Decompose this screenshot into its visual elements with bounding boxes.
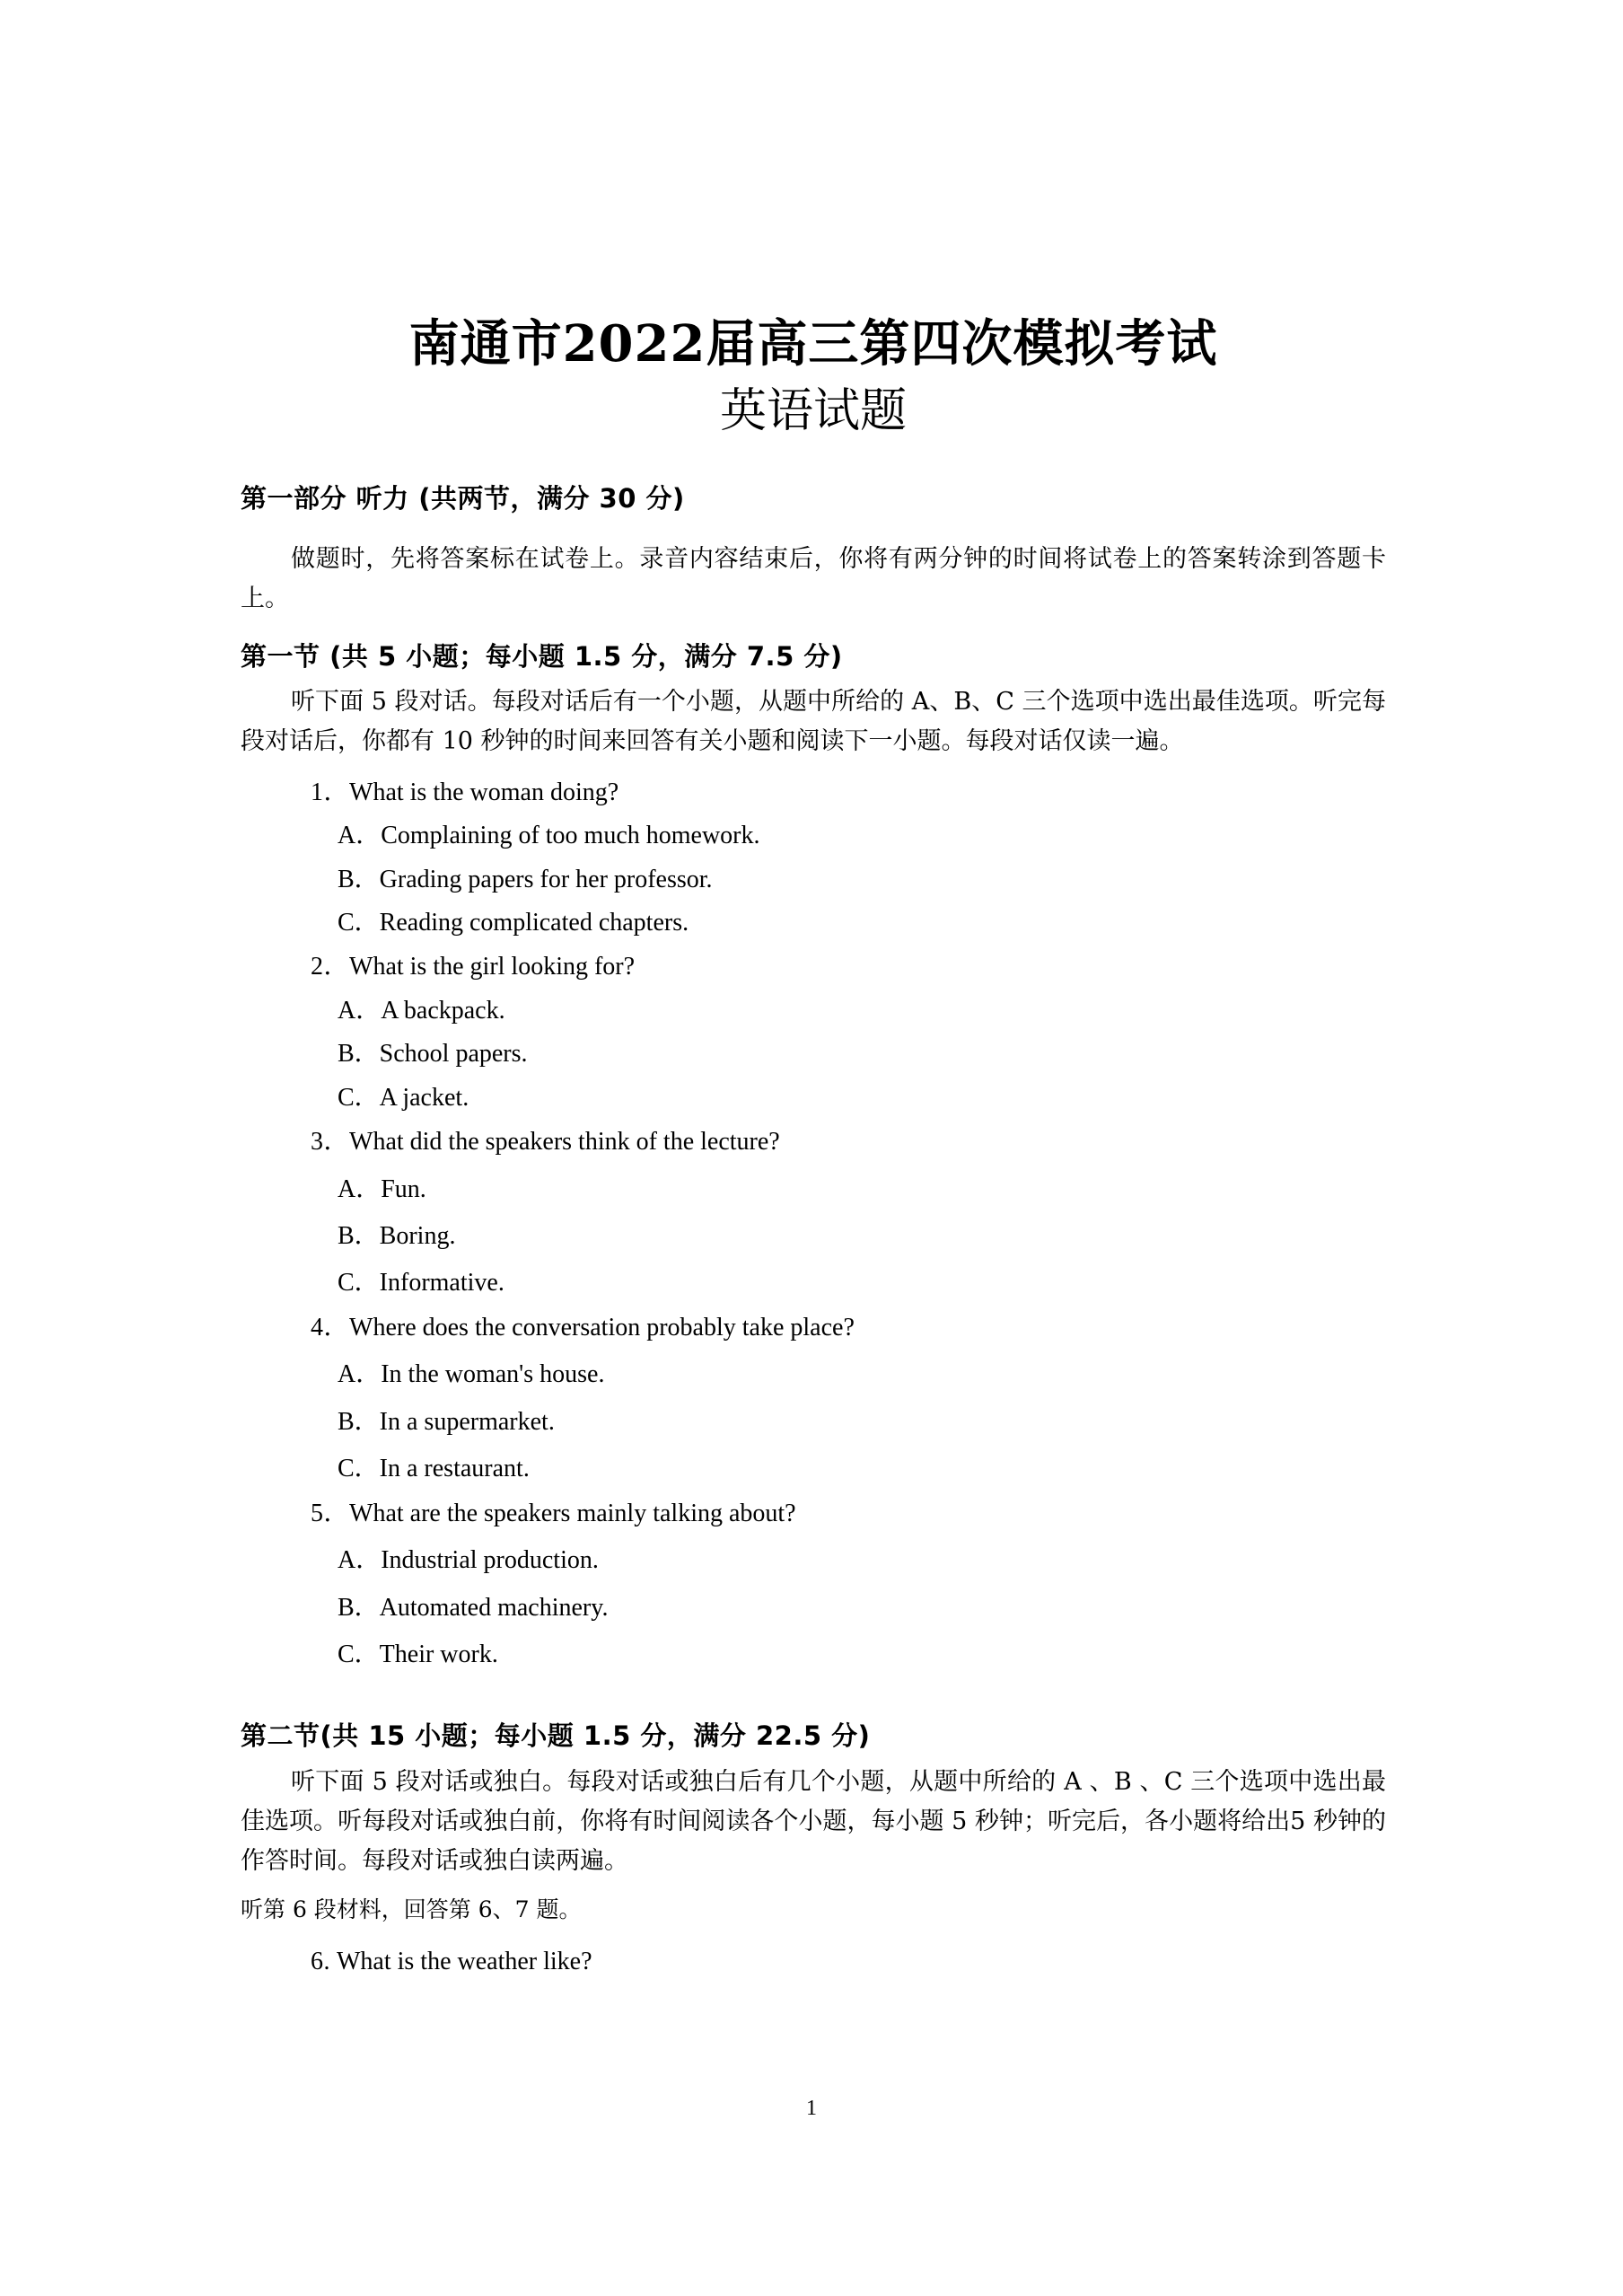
question-number: 1．	[311, 778, 350, 806]
section-one-intro: 听下面 5 段对话。每段对话后有一个小题，从题中所给的 A、B、C 三个选项中选出最佳选项。听完每段对话后，你都有 10 秒钟的时间来回答有关小题和阅读下一小题。每段对话仅读一遍。	[241, 688, 1386, 755]
question-number: 2．	[311, 953, 350, 981]
question-text: Where does the conversation probably take place?	[349, 1313, 855, 1342]
question-text: What are the speakers mainly talking about?	[349, 1499, 796, 1527]
option-b[interactable]: B．Automated machinery.	[338, 1593, 609, 1622]
option-c[interactable]: C．Informative.	[338, 1269, 504, 1298]
question-stem	[241, 1123, 1386, 1160]
question-6	[241, 1943, 1386, 1980]
question-number: 6.	[311, 1947, 330, 1975]
section-one-question-list	[241, 774, 1386, 1674]
question-number: 3．	[311, 1128, 350, 1157]
option-b[interactable]: B．Grading papers for her professor.	[338, 865, 713, 893]
question-2	[241, 948, 1386, 1116]
option-b[interactable]: B．School papers.	[338, 1040, 528, 1069]
question-text: What did the speakers think of the lecture?	[349, 1128, 780, 1157]
option-c[interactable]: C．Their work.	[338, 1640, 498, 1668]
question-text: What is the weather like?	[337, 1947, 592, 1975]
option-c[interactable]: C．Reading complicated chapters.	[338, 908, 689, 937]
section-one-heading: 第一节 (共 5 小题；每小题 1.5 分，满分 7.5 分)	[241, 640, 843, 672]
question-1	[241, 774, 1386, 942]
option-c[interactable]: C．In a restaurant.	[338, 1455, 530, 1483]
option-b[interactable]: B．In a supermarket.	[338, 1407, 555, 1436]
question-stem	[241, 1495, 1386, 1532]
question-4	[241, 1309, 1386, 1488]
part-one-heading: 第一部分 听力 (共两节，满分 30 分)	[241, 483, 685, 515]
section-two-intro: 听下面 5 段对话或独白。每段对话或独白后有几个小题，从题中所给的 A 、B 、C 三个选项中选出最佳选项。听每段对话或独白前，你将有时间阅读各个小题，每小题 5 秒钟；听完后，各小题将给出5 秒钟的作答时间。每段对话或独白读两遍。	[241, 1768, 1386, 1875]
question-number: 4．	[311, 1313, 350, 1342]
question-text: What is the woman doing?	[349, 778, 619, 806]
question-number: 5．	[311, 1499, 350, 1527]
page-number: 1	[806, 2097, 817, 2120]
page-subtitle: 英语试题	[719, 383, 907, 438]
page-title: 南通市2022届高三第四次模拟考试	[408, 314, 1218, 374]
option-b[interactable]: B．Boring.	[338, 1222, 456, 1251]
option-a[interactable]: A．Complaining of too much homework.	[338, 822, 760, 850]
option-c[interactable]: C．A jacket.	[338, 1083, 469, 1112]
question-stem	[241, 774, 1386, 811]
option-a[interactable]: A．Fun.	[338, 1174, 426, 1203]
option-a[interactable]: A．Industrial production.	[338, 1546, 599, 1575]
question-stem	[241, 1309, 1386, 1346]
question-5	[241, 1495, 1386, 1674]
question-stem	[241, 948, 1386, 985]
part-one-intro: 做题时，先将答案标在试卷上。录音内容结束后，你将有两分钟的时间将试卷上的答案转涂到答题卡上。	[241, 545, 1386, 612]
option-a[interactable]: A．In the woman's house.	[338, 1360, 605, 1389]
question-3	[241, 1123, 1386, 1302]
page-content	[241, 0, 1386, 1980]
listening-material-note: 听第 6 段材料，回答第 6、7 题。	[241, 1896, 582, 1923]
option-a[interactable]: A．A backpack.	[338, 996, 505, 1025]
question-text: What is the girl looking for?	[349, 953, 636, 981]
title-block	[241, 0, 1386, 443]
section-two-heading: 第二节(共 15 小题；每小题 1.5 分，满分 22.5 分)	[241, 1720, 871, 1752]
